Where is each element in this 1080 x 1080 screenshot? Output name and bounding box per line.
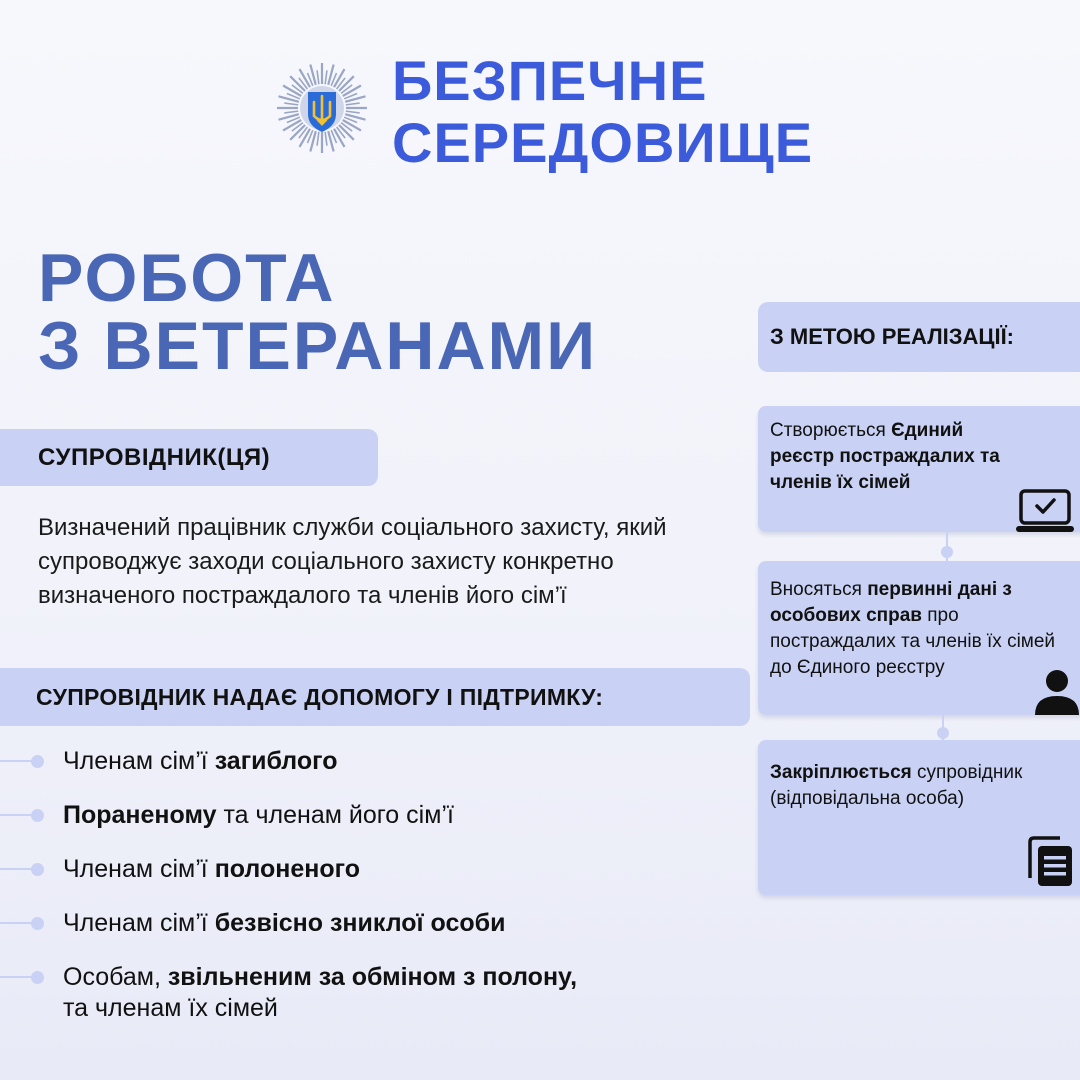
page-headline bbox=[38, 240, 598, 384]
documents-icon bbox=[1026, 836, 1074, 893]
bullet-line bbox=[0, 976, 34, 978]
step-connector bbox=[942, 715, 944, 740]
help-title-tag: СУПРОВІДНИК НАДАЄ ДОПОМОГУ І ПІДТРИМКУ: bbox=[0, 668, 750, 726]
text-normal: про постраждалих та членів їх сімей до Єдиного реєстру bbox=[770, 605, 1056, 678]
text-normal: Створюється bbox=[770, 420, 892, 441]
text-bold: загиблого bbox=[214, 747, 338, 775]
brand-line-2: СЕРЕДОВИЩЕ bbox=[392, 111, 814, 174]
text-normal: Членам сім’ї bbox=[63, 855, 215, 883]
help-list-item bbox=[0, 962, 720, 1024]
text-normal: Членам сім’ї bbox=[63, 909, 215, 937]
text-bold: первинні дані з особових справ bbox=[770, 579, 1012, 626]
step-connector bbox=[946, 532, 948, 561]
goal-title-tag: З МЕТОЮ РЕАЛІЗАЦІЇ: bbox=[758, 302, 1080, 372]
bullet-line bbox=[0, 922, 34, 924]
help-list-item bbox=[0, 746, 720, 777]
bullet-dot-icon bbox=[31, 917, 44, 930]
text-normal: та членам їх сімей bbox=[63, 994, 278, 1022]
headline-line-1: РОБОТА bbox=[38, 240, 336, 316]
text-normal: Особам, bbox=[63, 963, 168, 991]
bullet-dot-icon bbox=[31, 971, 44, 984]
help-list bbox=[0, 746, 720, 1047]
goal-step-1-text bbox=[770, 418, 1010, 496]
help-list-item bbox=[0, 800, 720, 831]
goal-step-2-card bbox=[758, 561, 1080, 715]
help-list-item bbox=[0, 908, 720, 939]
text-normal: супровідник (відповідальна особа) bbox=[770, 762, 1023, 809]
text-bold: безвісно зниклої особи bbox=[214, 909, 506, 937]
police-emblem-icon bbox=[276, 62, 368, 154]
escort-definition: Визначений працівник служби соціального захисту, який супроводжує заходи соціального захисту конкретно визначеного постраждалого та членів його сім’ї bbox=[38, 514, 667, 609]
text-normal: Вносяться bbox=[770, 579, 868, 600]
text-bold: Єдиний реєстр постраждалих та членів їх сімей bbox=[770, 420, 1000, 493]
text-bold: полоненого bbox=[214, 855, 360, 883]
text-normal: та членам його сім’ї bbox=[216, 801, 454, 829]
bullet-dot-icon bbox=[31, 755, 44, 768]
bullet-dot-icon bbox=[31, 809, 44, 822]
bullet-line bbox=[0, 760, 34, 762]
text-bold: звільненим за обміном з полону, bbox=[167, 963, 578, 991]
person-icon bbox=[1034, 668, 1080, 721]
text-bold: Закріплюється bbox=[770, 762, 912, 783]
goal-step-3-text bbox=[770, 760, 1080, 812]
laptop-check-icon bbox=[1016, 488, 1074, 539]
brand-line-1: БЕЗПЕЧНЕ bbox=[392, 49, 708, 112]
brand-title bbox=[392, 50, 813, 174]
text-bold: Пораненому bbox=[63, 801, 217, 829]
headline-line-2: З ВЕТЕРАНАМИ bbox=[38, 308, 598, 384]
goal-step-2-text bbox=[770, 577, 1060, 681]
bullet-dot-icon bbox=[31, 863, 44, 876]
text-normal: Членам сім’ї bbox=[63, 747, 215, 775]
bullet-line bbox=[0, 868, 34, 870]
escort-title-tag: СУПРОВІДНИК(ЦЯ) bbox=[0, 429, 378, 486]
help-list-item bbox=[0, 854, 720, 885]
bullet-line bbox=[0, 814, 34, 816]
